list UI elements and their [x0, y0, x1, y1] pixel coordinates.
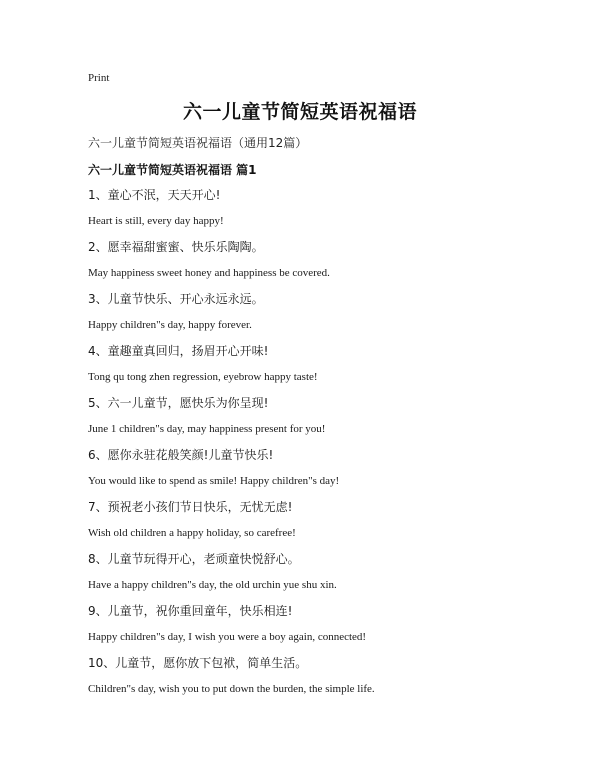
greeting-english: May happiness sweet honey and happiness be covered.	[88, 267, 330, 279]
greeting-chinese: 7、预祝老小孩们节日快乐，无忧无虑!	[88, 500, 293, 514]
greeting-english: Heart is still, every day happy!	[88, 215, 224, 227]
greeting-chinese: 10、儿童节，愿你放下包袱，简单生活。	[88, 656, 308, 670]
greeting-english: Tong qu tong zhen regression, eyebrow happy taste!	[88, 371, 318, 383]
greeting-chinese: 1、童心不泯，天天开心!	[88, 188, 221, 202]
greeting-english: June 1 children"s day, may happiness present for you!	[88, 423, 326, 435]
greeting-chinese: 3、儿童节快乐、开心永远永远。	[88, 292, 264, 306]
greeting-chinese: 6、愿你永驻花般笑颜!儿童节快乐!	[88, 448, 274, 462]
greeting-english: Wish old children a happy holiday, so carefree!	[88, 527, 296, 539]
greetings-list	[88, 186, 548, 706]
greeting-chinese: 9、儿童节，祝你重回童年，快乐相连!	[88, 604, 293, 618]
section-heading: 六一儿童节简短英语祝福语 篇1	[88, 163, 257, 177]
greeting-chinese: 4、童趣童真回归，扬眉开心开味!	[88, 344, 269, 358]
greeting-english: Children"s day, wish you to put down the burden, the simple life.	[88, 683, 375, 695]
greeting-english: Have a happy children"s day, the old urchin yue shu xin.	[88, 579, 337, 591]
document-subtitle: 六一儿童节简短英语祝福语（通用12篇）	[88, 136, 308, 150]
greeting-english: Happy children"s day, I wish you were a boy again, connected!	[88, 631, 367, 643]
greeting-chinese: 8、儿童节玩得开心，老顽童快悦舒心。	[88, 552, 300, 566]
print-link[interactable]: Print	[88, 72, 110, 84]
greeting-english: You would like to spend as smile! Happy children"s day!	[88, 475, 340, 487]
greeting-english: Happy children"s day, happy forever.	[88, 319, 252, 331]
greeting-chinese: 5、六一儿童节，愿快乐为你呈现!	[88, 396, 269, 410]
page-title: 六一儿童节简短英语祝福语	[182, 101, 417, 123]
greeting-chinese: 2、愿幸福甜蜜蜜、快乐乐陶陶。	[88, 240, 264, 254]
